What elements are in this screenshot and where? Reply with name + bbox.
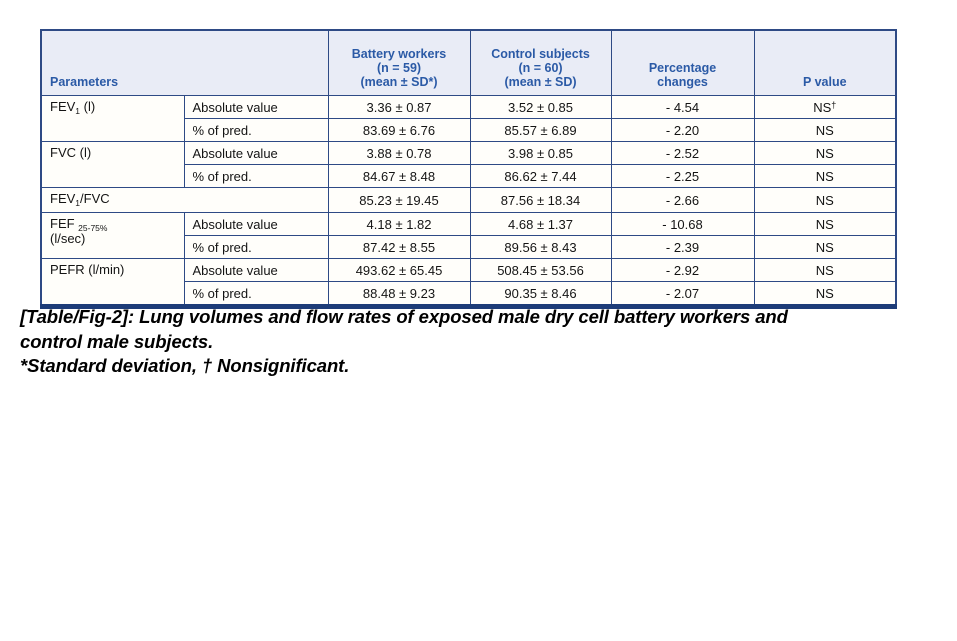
percentage-change-value: - 2.52 xyxy=(611,142,754,165)
battery-workers-value: 3.36 ± 0.87 xyxy=(328,96,470,119)
battery-workers-value: 3.88 ± 0.78 xyxy=(328,142,470,165)
percentage-change-value: - 2.20 xyxy=(611,119,754,142)
battery-workers-value: 84.67 ± 8.48 xyxy=(328,165,470,188)
percentage-change-value: - 2.92 xyxy=(611,259,754,282)
param-cell-pefr: PEFR (l/min) xyxy=(41,259,184,307)
header-row xyxy=(41,30,896,96)
caption-line-1: [Table/Fig-2]: Lung volumes and flow rates of exposed male dry cell battery workers and xyxy=(20,306,788,327)
p-value-cell: NS xyxy=(754,119,896,142)
battery-workers-value: 85.23 ± 19.45 xyxy=(328,188,470,213)
percentage-change-value: - 2.66 xyxy=(611,188,754,213)
measure-cell: Absolute value xyxy=(184,213,328,236)
param-cell-fef25-75: FEF $_{25-75\%}$ (l/sec) xyxy=(41,213,184,259)
column-header-percentage-changes: Percentage changes xyxy=(611,30,754,96)
p-value-cell: NS xyxy=(754,188,896,213)
p-value-cell: NS xyxy=(754,282,896,307)
param-cell-fev1: $FEV_1$ (l) xyxy=(41,96,184,142)
column-header-parameters: Parameters xyxy=(41,30,328,96)
table-header xyxy=(41,30,896,96)
table-body xyxy=(41,96,896,307)
control-subjects-value: 3.98 ± 0.85 xyxy=(470,142,611,165)
table-row xyxy=(41,188,896,213)
p-value-cell: NS xyxy=(754,213,896,236)
column-header-p-value: P value xyxy=(754,30,896,96)
percentage-change-value: - 2.39 xyxy=(611,236,754,259)
measure-cell: Absolute value xyxy=(184,259,328,282)
control-subjects-value: 86.62 ± 7.44 xyxy=(470,165,611,188)
p-value-cell: NS xyxy=(754,236,896,259)
caption-footnote: *Standard deviation, † Nonsignificant. xyxy=(20,355,350,376)
column-header-control-subjects: Control subjects (n = 60) (mean ± SD) xyxy=(470,30,611,96)
control-subjects-value: 508.45 ± 53.56 xyxy=(470,259,611,282)
table-row xyxy=(41,213,896,236)
caption-line-2: control male subjects. xyxy=(20,330,214,352)
control-subjects-value: 89.56 ± 8.43 xyxy=(470,236,611,259)
battery-workers-value: 493.62 ± 65.45 xyxy=(328,259,470,282)
lung-function-results-table xyxy=(40,29,897,309)
p-value-cell: NS† xyxy=(754,96,896,119)
column-header-battery-workers: Battery workers (n = 59) (mean ± SD*) xyxy=(328,30,470,96)
p-value-cell: NS xyxy=(754,142,896,165)
control-subjects-value: 4.68 ± 1.37 xyxy=(470,213,611,236)
percentage-change-value: - 4.54 xyxy=(611,96,754,119)
control-subjects-value: 90.35 ± 8.46 xyxy=(470,282,611,307)
table-caption xyxy=(20,305,950,379)
measure-cell: % of pred. xyxy=(184,165,328,188)
measure-cell: Absolute value xyxy=(184,96,328,119)
percentage-change-value: - 10.68 xyxy=(611,213,754,236)
measure-cell: % of pred. xyxy=(184,236,328,259)
measure-cell: % of pred. xyxy=(184,119,328,142)
table-row xyxy=(41,259,896,282)
p-value-cell: NS xyxy=(754,259,896,282)
param-cell-fvc: FVC (l) xyxy=(41,142,184,188)
control-subjects-value: 3.52 ± 0.85 xyxy=(470,96,611,119)
table-row xyxy=(41,142,896,165)
param-cell-fev1-fvc: $FEV_1$/FVC xyxy=(41,188,328,213)
battery-workers-value: 4.18 ± 1.82 xyxy=(328,213,470,236)
battery-workers-value: 83.69 ± 6.76 xyxy=(328,119,470,142)
percentage-change-value: - 2.07 xyxy=(611,282,754,307)
p-value-cell: NS xyxy=(754,165,896,188)
battery-workers-value: 87.42 ± 8.55 xyxy=(328,236,470,259)
control-subjects-value: 87.56 ± 18.34 xyxy=(470,188,611,213)
table-container xyxy=(40,29,895,309)
measure-cell: Absolute value xyxy=(184,142,328,165)
control-subjects-value: 85.57 ± 6.89 xyxy=(470,119,611,142)
table-row xyxy=(41,96,896,119)
percentage-change-value: - 2.25 xyxy=(611,165,754,188)
battery-workers-value: 88.48 ± 9.23 xyxy=(328,282,470,307)
measure-cell: % of pred. xyxy=(184,282,328,307)
